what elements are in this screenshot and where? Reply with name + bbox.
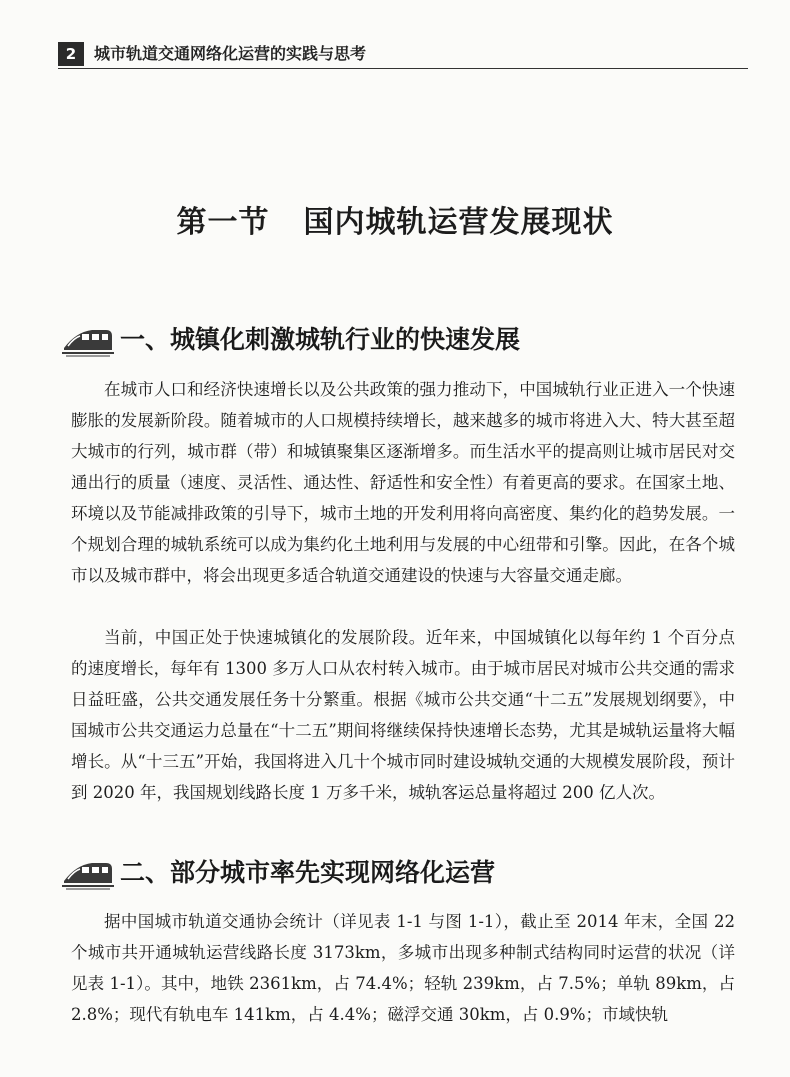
train-icon <box>62 851 114 891</box>
paragraph-1: 在城市人口和经济快速增长以及公共政策的强力推动下，中国城轨行业正进入一个快速膨胀的发展新阶段。随着城市的人口规模持续增长，越来越多的城市将进入大、特大甚至超大城市的行列，城市群（带）和城镇聚集区逐渐增多。而生活水平的提高则让城市居民对交通出行的质量（速度、灵活性、通达性、舒适性和安全性）有着更高的要求。在国家土地、环境以及节能减排政策的引导下，城市土地的开发利用将向高密度、集约化的趋势发展。一个规划合理的城轨系统可以成为集约化土地利用与发展的中心纽带和引擎。因此，在各个城市以及城市群中，将会出现更多适合轨道交通建设的快速与大容量交通走廊。 <box>71 380 735 585</box>
paragraph-2: 当前，中国正处于快速城镇化的发展阶段。近年来，中国城镇化以每年约 1 个百分点的速度增长，每年有 1300 多万人口从农村转入城市。由于城市居民对城市公共交通的需求日益旺盛，公共交通发展任务十分繁重。根据《城市公共交通“十二五”发展规划纲要》，中国城市公共交通运力总量在“十二五”期间将继续保持快速增长态势，尤其是城轨运量将大幅增长。从“十三五”开始，我国将进入几十个城市同时建设城轨交通的大规模发展阶段，预计到 2020 年，我国规划线路长度 1 万多千米，城轨客运总量将超过 200 亿人次。 <box>71 628 735 802</box>
subsection-heading-2-text: 二、部分城市率先实现网络化运营 <box>120 858 496 887</box>
train-icon <box>62 318 114 358</box>
subsection-heading-1-text: 一、城镇化刺激城轨行业的快速发展 <box>120 325 521 354</box>
book-title: 城市轨道交通网络化运营的实践与思考 <box>94 44 367 63</box>
subsection-heading-2 <box>62 849 495 893</box>
page-number: 2 <box>58 42 84 66</box>
running-head <box>58 42 748 69</box>
section-title-text: 国内城轨运营发展现状 <box>303 205 614 240</box>
section-label: 第一节 <box>176 205 270 240</box>
paragraph-3: 据中国城市轨道交通协会统计（详见表 1-1 与图 1-1），截止至 2014 年末，全国 22 个城市共开通城轨运营线路长度 3173km，多城市出现多种制式结构同时运营的状况（详见表 1-1）。其中，地铁 2361km，占 74.4%；轻轨 239km，占 7.5%；单轨 89km，占 2.8%；现代有轨电车 141km，占 4.4%；磁浮交通 30km，占 0.9%；市域快轨 <box>71 912 735 1024</box>
section-title <box>0 197 790 241</box>
subsection-heading-1 <box>62 316 520 360</box>
